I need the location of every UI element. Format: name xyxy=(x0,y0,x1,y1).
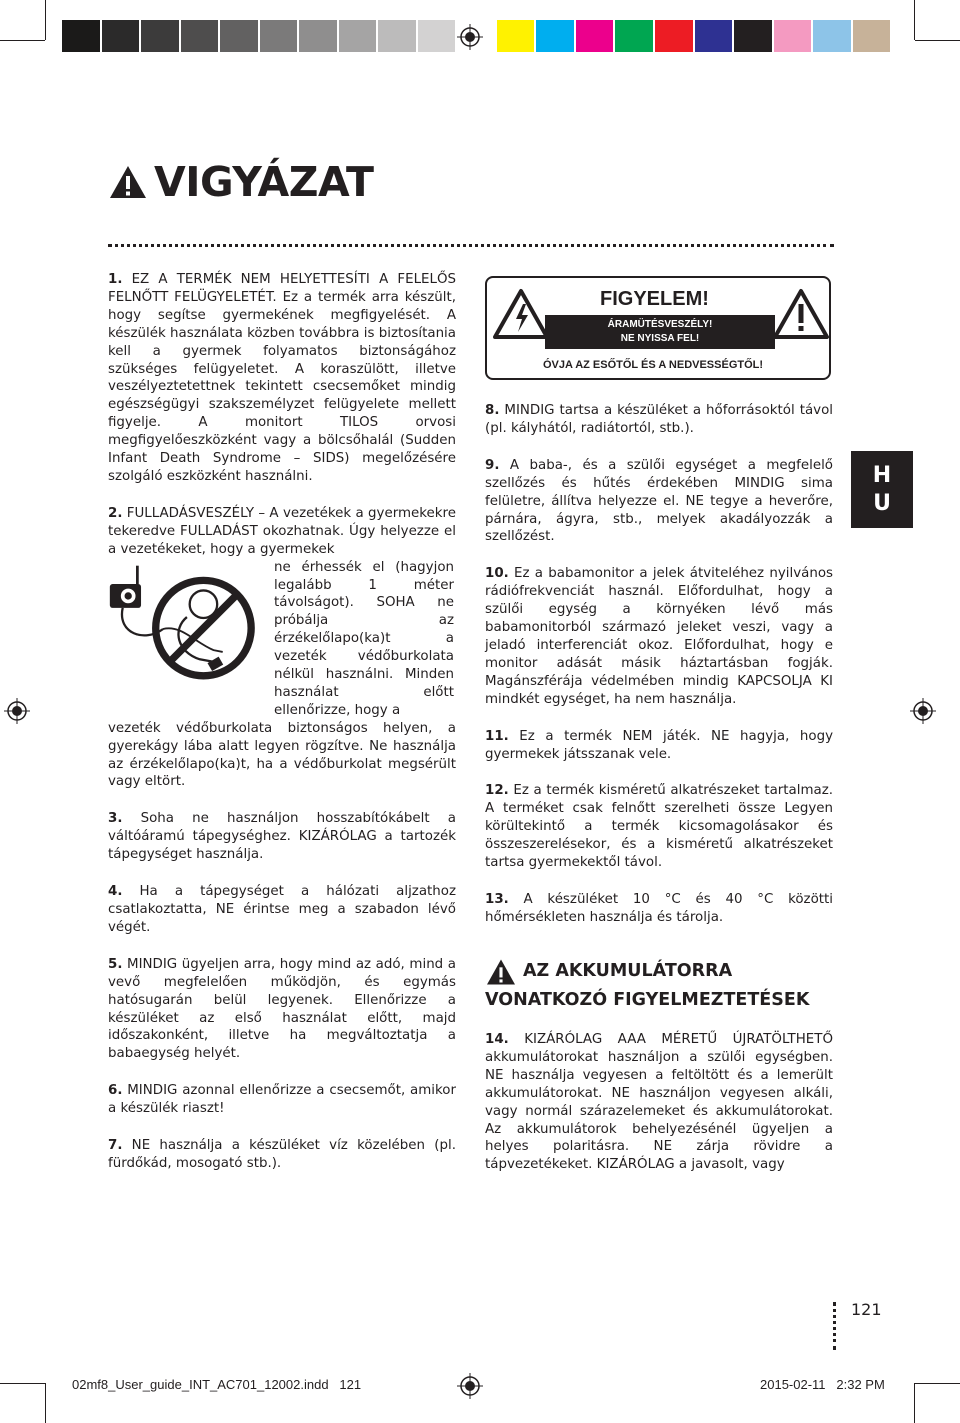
color-swatch xyxy=(339,20,379,52)
warning-triangle-icon xyxy=(485,958,517,986)
crop-mark xyxy=(915,1383,960,1384)
crop-mark xyxy=(915,40,960,41)
item-number: 6. xyxy=(108,1083,123,1099)
registration-mark-icon xyxy=(457,1373,483,1399)
item-number: 11. xyxy=(485,728,509,744)
language-tab xyxy=(851,451,913,528)
paragraph-4 xyxy=(108,883,456,937)
paragraph-10 xyxy=(485,565,833,708)
right-column-bottom xyxy=(485,1031,833,1193)
item-number: 14. xyxy=(485,1032,509,1047)
paragraph-1 xyxy=(108,271,456,486)
color-swatch xyxy=(695,20,735,52)
page-title xyxy=(108,158,373,206)
paragraph-text: NE használja a készüléket víz közelében (pl. fürdőkád, mosogató stb.). xyxy=(108,1138,456,1171)
color-swatch xyxy=(181,20,221,52)
color-swatch xyxy=(141,20,181,52)
crop-mark xyxy=(0,40,45,41)
language-tab-letter: U xyxy=(873,491,891,516)
color-swatch xyxy=(299,20,339,52)
registration-mark-icon xyxy=(910,698,936,724)
paragraph-text: MINDIG ügyeljen arra, hogy mind az adó, mind a vevő megfelelően működjön, és egymás hatósugarán belül legyenek. Ellenőrizze a készüléket az első használat előtt, majd időszakonként, illetve ha megváltoztatja a babaegység helyét. xyxy=(108,956,456,1062)
color-swatch xyxy=(418,20,458,52)
color-swatch xyxy=(655,20,695,52)
paragraph-12 xyxy=(485,782,833,872)
color-swatch xyxy=(497,20,537,52)
item-number: 2. xyxy=(108,505,123,521)
print-slug-file: 02mf8_User_guide_INT_AC701_12002.indd 121 xyxy=(72,1377,362,1392)
paragraph-8 xyxy=(485,402,833,438)
item-number: 12. xyxy=(485,783,509,799)
item-number: 1. xyxy=(108,272,123,287)
print-slug-date: 2015-02-11 2:32 PM xyxy=(760,1377,885,1392)
paragraph-2 xyxy=(108,505,456,559)
crop-mark xyxy=(914,0,915,40)
color-swatch xyxy=(774,20,814,52)
no-cord-near-baby-icon xyxy=(108,559,264,699)
battery-heading-text: AZ AKKUMULÁTORRA xyxy=(523,961,733,981)
color-swatch xyxy=(62,20,102,52)
paragraph-text: MINDIG tartsa a készüléket a hőforrásoktól távol (pl. kályhától, radiátortól, stb.). xyxy=(485,403,833,436)
color-swatch xyxy=(220,20,260,52)
color-swatch xyxy=(853,20,893,52)
warning-label-line: NE NYISSA FEL! xyxy=(620,333,700,344)
paragraph-text: Ez a termék kisméretű alkatrészeket tartalmaz. A terméket csak felnőtt szerelheti össze Legyen körültekintő a termék kicsomagolásakor és összeszerelésekor, és a kisméretű alkatrészeket tartsa gyermekektől távol. xyxy=(485,783,833,871)
paragraph-6 xyxy=(108,1082,456,1118)
color-swatch xyxy=(734,20,774,52)
color-swatch xyxy=(813,20,853,52)
item-number: 8. xyxy=(485,403,500,418)
battery-heading-text: VONATKOZÓ FIGYELMEZTETÉSEK xyxy=(485,990,810,1010)
paragraph-text: A baba-, és a szülői egységet a megfelelő szellőzés és hűtés érdekében MINDIG sima felületre, állítva helyezze el. NE tegye a heverőre, párnára, ágyra, stb., melyek akadályozzák a szellőzést. xyxy=(485,457,833,545)
paragraph-2-cont xyxy=(108,720,456,792)
item-number: 3. xyxy=(108,811,123,827)
item-number: 4. xyxy=(108,884,123,900)
warning-label-strip xyxy=(545,315,775,349)
battery-warnings-heading xyxy=(485,957,835,1015)
warning-label-heading: FIGYELEM! xyxy=(600,288,709,310)
right-column xyxy=(485,402,833,946)
paragraph-text: ne érhessék el (hagyjon legalább 1 méter távolságot). SOHA ne próbálja az érzékelőlapo(ka)t a vezeték védőburkolata nélkül használni. Minden használat előtt ellenőrizze, hogy a xyxy=(274,559,454,718)
title-text: VIGYÁZAT xyxy=(154,158,374,206)
color-swatch xyxy=(536,20,576,52)
item-number: 13. xyxy=(485,891,509,907)
color-swatch xyxy=(615,20,655,52)
color-swatch xyxy=(378,20,418,52)
registration-mark-icon xyxy=(457,24,483,50)
crop-mark xyxy=(0,1383,45,1384)
language-tab-letter: H xyxy=(872,463,892,488)
registration-mark-icon xyxy=(4,698,30,724)
title-divider xyxy=(108,244,834,247)
item-number: 5. xyxy=(108,956,123,972)
paragraph-text: Ez a babamonitor a jelek átviteléhez nyilvános rádiófrekvenciát használ. Előfordulhat, hogy a szülői egység a környéken lévő más babamonitorból származó jeleket veszi, vagy a jeladó interferenciát okoz. Előfordulhat, hogy e monitor adását másik háztartásban fogják. Magánszférája védelmében mindig KAPCSOLJA KI mindkét egységet, ha nem használja. xyxy=(485,566,833,707)
item-number: 10. xyxy=(485,566,509,582)
color-swatch xyxy=(102,20,142,52)
paragraph-text: Ha a tápegységet a hálózati aljzathoz csatlakoztatta, NE érintse meg a szabadon lévő végét. xyxy=(108,884,456,935)
paragraph-7 xyxy=(108,1137,456,1173)
paragraph-text: vezeték védőburkolata biztonságos helyen, a gyerekágy lába alatt legyen rögzítve. Ne használja az érzékelőlapo(ka)t, ha a védőburkolat megsérült vagy eltört. xyxy=(108,720,456,790)
warning-label-line: ÁRAMÜTÉSVESZÉLY! xyxy=(607,319,713,330)
paragraph-text: Ez a termék NEM játék. NE hagyja, hogy gyermekek játsszanak vele. xyxy=(485,728,833,762)
electric-shock-icon xyxy=(492,288,550,340)
warning-label-footer: ÓVJA AZ ESŐTŐL ÉS A NEDVESSÉGTŐL! xyxy=(543,359,764,371)
crop-mark xyxy=(45,0,46,40)
color-swatch xyxy=(260,20,300,52)
paragraph-9 xyxy=(485,457,833,547)
color-swatch xyxy=(576,20,616,52)
item-number: 9. xyxy=(485,457,500,473)
paragraph-14 xyxy=(485,1031,833,1174)
paragraph-2-with-illustration xyxy=(108,559,456,720)
crop-mark xyxy=(45,1383,46,1423)
page-number: 121 xyxy=(851,1300,882,1319)
paragraph-text: MINDIG azonnal ellenőrizze a csecsemőt, amikor a készülék riaszt! xyxy=(108,1083,456,1117)
paragraph-13 xyxy=(485,891,833,927)
warning-triangle-icon xyxy=(108,164,148,200)
paragraph-5 xyxy=(108,956,456,1063)
paragraph-text: KIZÁRÓLAG AAA MÉRETŰ ÚJRATÖLTHETŐ akkumulátorokat használjon a szülői egységben. NE használja vegyesen a feltöltött és a lemerült akkumulátorokat. NE használjon vegyesen alkáli, vagy normál szárazelemeket és akkumulátorokat. Az akkumulátorok behelyezésénél ügyeljen a helyes polaritásra. NE zárja rövidre a tápvezetékeket. KIZÁRÓLAG a javasolt, vagy xyxy=(485,1032,833,1173)
paragraph-text: EZ A TERMÉK NEM HELYETTESÍTI A FELELŐS FELNŐTT FELÜGYELETÉT. Ez a termék arra készült, hogy segítse gyermekének megfigyelését. A készülék használata közben továbbra is biztosítania kell a gyermek folyamatos biztonságához szükséges felügyeletet. A koraszülött, illetve veszélyeztetettnek tekintett csecsemőket mindig egészségügyi szakszemélyzet felügyelete mellett figyelje. A monitort TILOS orvosi megfigyelőeszközként vagy a bölcsőhalál (Sudden Infant Death Syndrome – SIDS) megelőzésére szolgáló eszközként használni. xyxy=(108,272,456,484)
paragraph-3 xyxy=(108,810,456,864)
item-number: 7. xyxy=(108,1138,123,1154)
paragraph-text: A készüléket 10 °C és 40 °C közötti hőmérsékleten használja és tárolja. xyxy=(485,891,833,925)
page-number-divider xyxy=(833,1302,836,1350)
battery-heading-line xyxy=(485,957,835,986)
paragraph-11 xyxy=(485,728,833,764)
exclamation-warning-icon xyxy=(772,288,830,340)
paragraph-text: Soha ne használjon hosszabítókábelt a váltóáramú tápegységhez. KIZÁRÓLAG a tartozék tápegységet használja. xyxy=(108,811,456,863)
left-column xyxy=(108,271,456,1192)
paragraph-text: FULLADÁSVESZÉLY – A vezetékek a gyermekekre tekeredve FULLADÁST okozhatnak. Úgy helyezze el a vezetékeket, hogy a gyermekek xyxy=(108,505,456,557)
crop-mark xyxy=(914,1383,915,1423)
